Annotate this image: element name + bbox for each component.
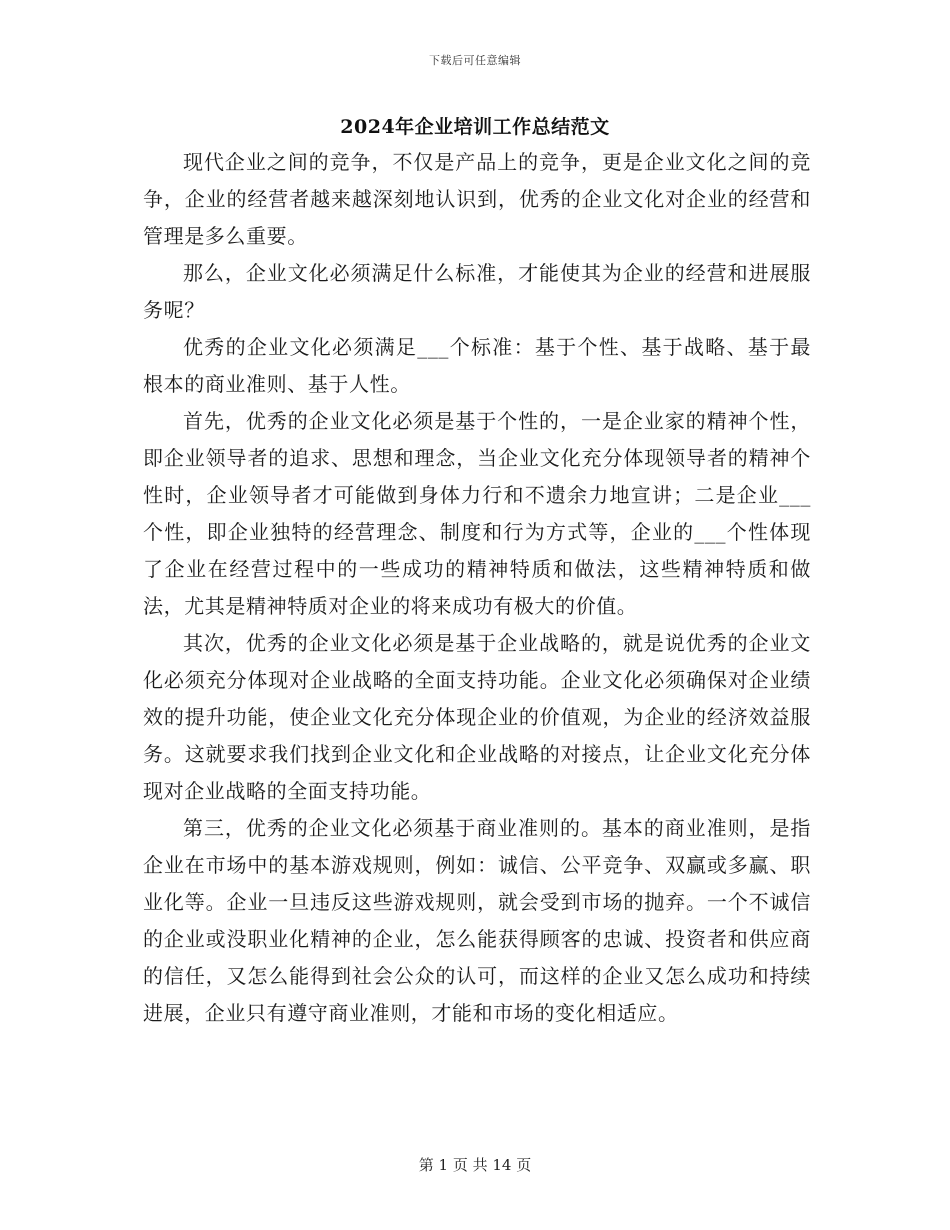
page-number: 第 1 页 共 14 页 (418, 1156, 532, 1174)
document-title: 2024年企业培训工作总结范文 (340, 116, 610, 138)
header-note: 下载后可任意编辑 (429, 54, 521, 67)
paragraph-question: 那么，企业文化必须满足什么标准，才能使其为企业的经营和进展服务呢？ (143, 261, 811, 322)
document-body (143, 144, 811, 1032)
paragraph-intro: 现代企业之间的竞争，不仅是产品上的竞争，更是企业文化之间的竞争，企业的经营者越来越深刻地认识到，优秀的企业文化对企业的经营和管理是多么重要。 (143, 150, 811, 248)
paragraph-first: 首先，优秀的企业文化必须是基于个性的，一是企业家的精神个性，即企业领导者的追求、思想和理念，当企业文化充分体现领导者的精神个性时，企业领导者才可能做到身体力行和不遗余力地宣讲；二是企业___个性，即企业独特的经营理念、制度和行为方式等，企业的___个性体现了企业在经营过程中的一些成功的精神特质和做法，这些精神特质和做法，尤其是精神特质对企业的将来成功有极大的价值。 (143, 409, 811, 618)
paragraph-standards: 优秀的企业文化必须满足___个标准：基于个性、基于战略、基于最根本的商业准则、基于人性。 (143, 335, 811, 396)
paragraph-third: 第三，优秀的企业文化必须基于商业准则的。基本的商业准则，是指企业在市场中的基本游戏规则，例如：诚信、公平竞争、双赢或多赢、职业化等。企业一旦违反这些游戏规则，就会受到市场的抛弃。一个不诚信的企业或没职业化精神的企业，怎么能获得顾客的忠诚、投资者和供应商的信任，又怎么能得到社会公众的认可，而这样的企业又怎么成功和持续进展，企业只有遵守商业准则，才能和市场的变化相适应。 (143, 816, 811, 1025)
paragraph-second: 其次，优秀的企业文化必须是基于企业战略的，就是说优秀的企业文化必须充分体现对企业战略的全面支持功能。企业文化必须确保对企业绩效的提升功能，使企业文化充分体现企业的价值观，为企业的经济效益服务。这就要求我们找到企业文化和企业战略的对接点，让企业文化充分体现对企业战略的全面支持功能。 (143, 631, 811, 803)
